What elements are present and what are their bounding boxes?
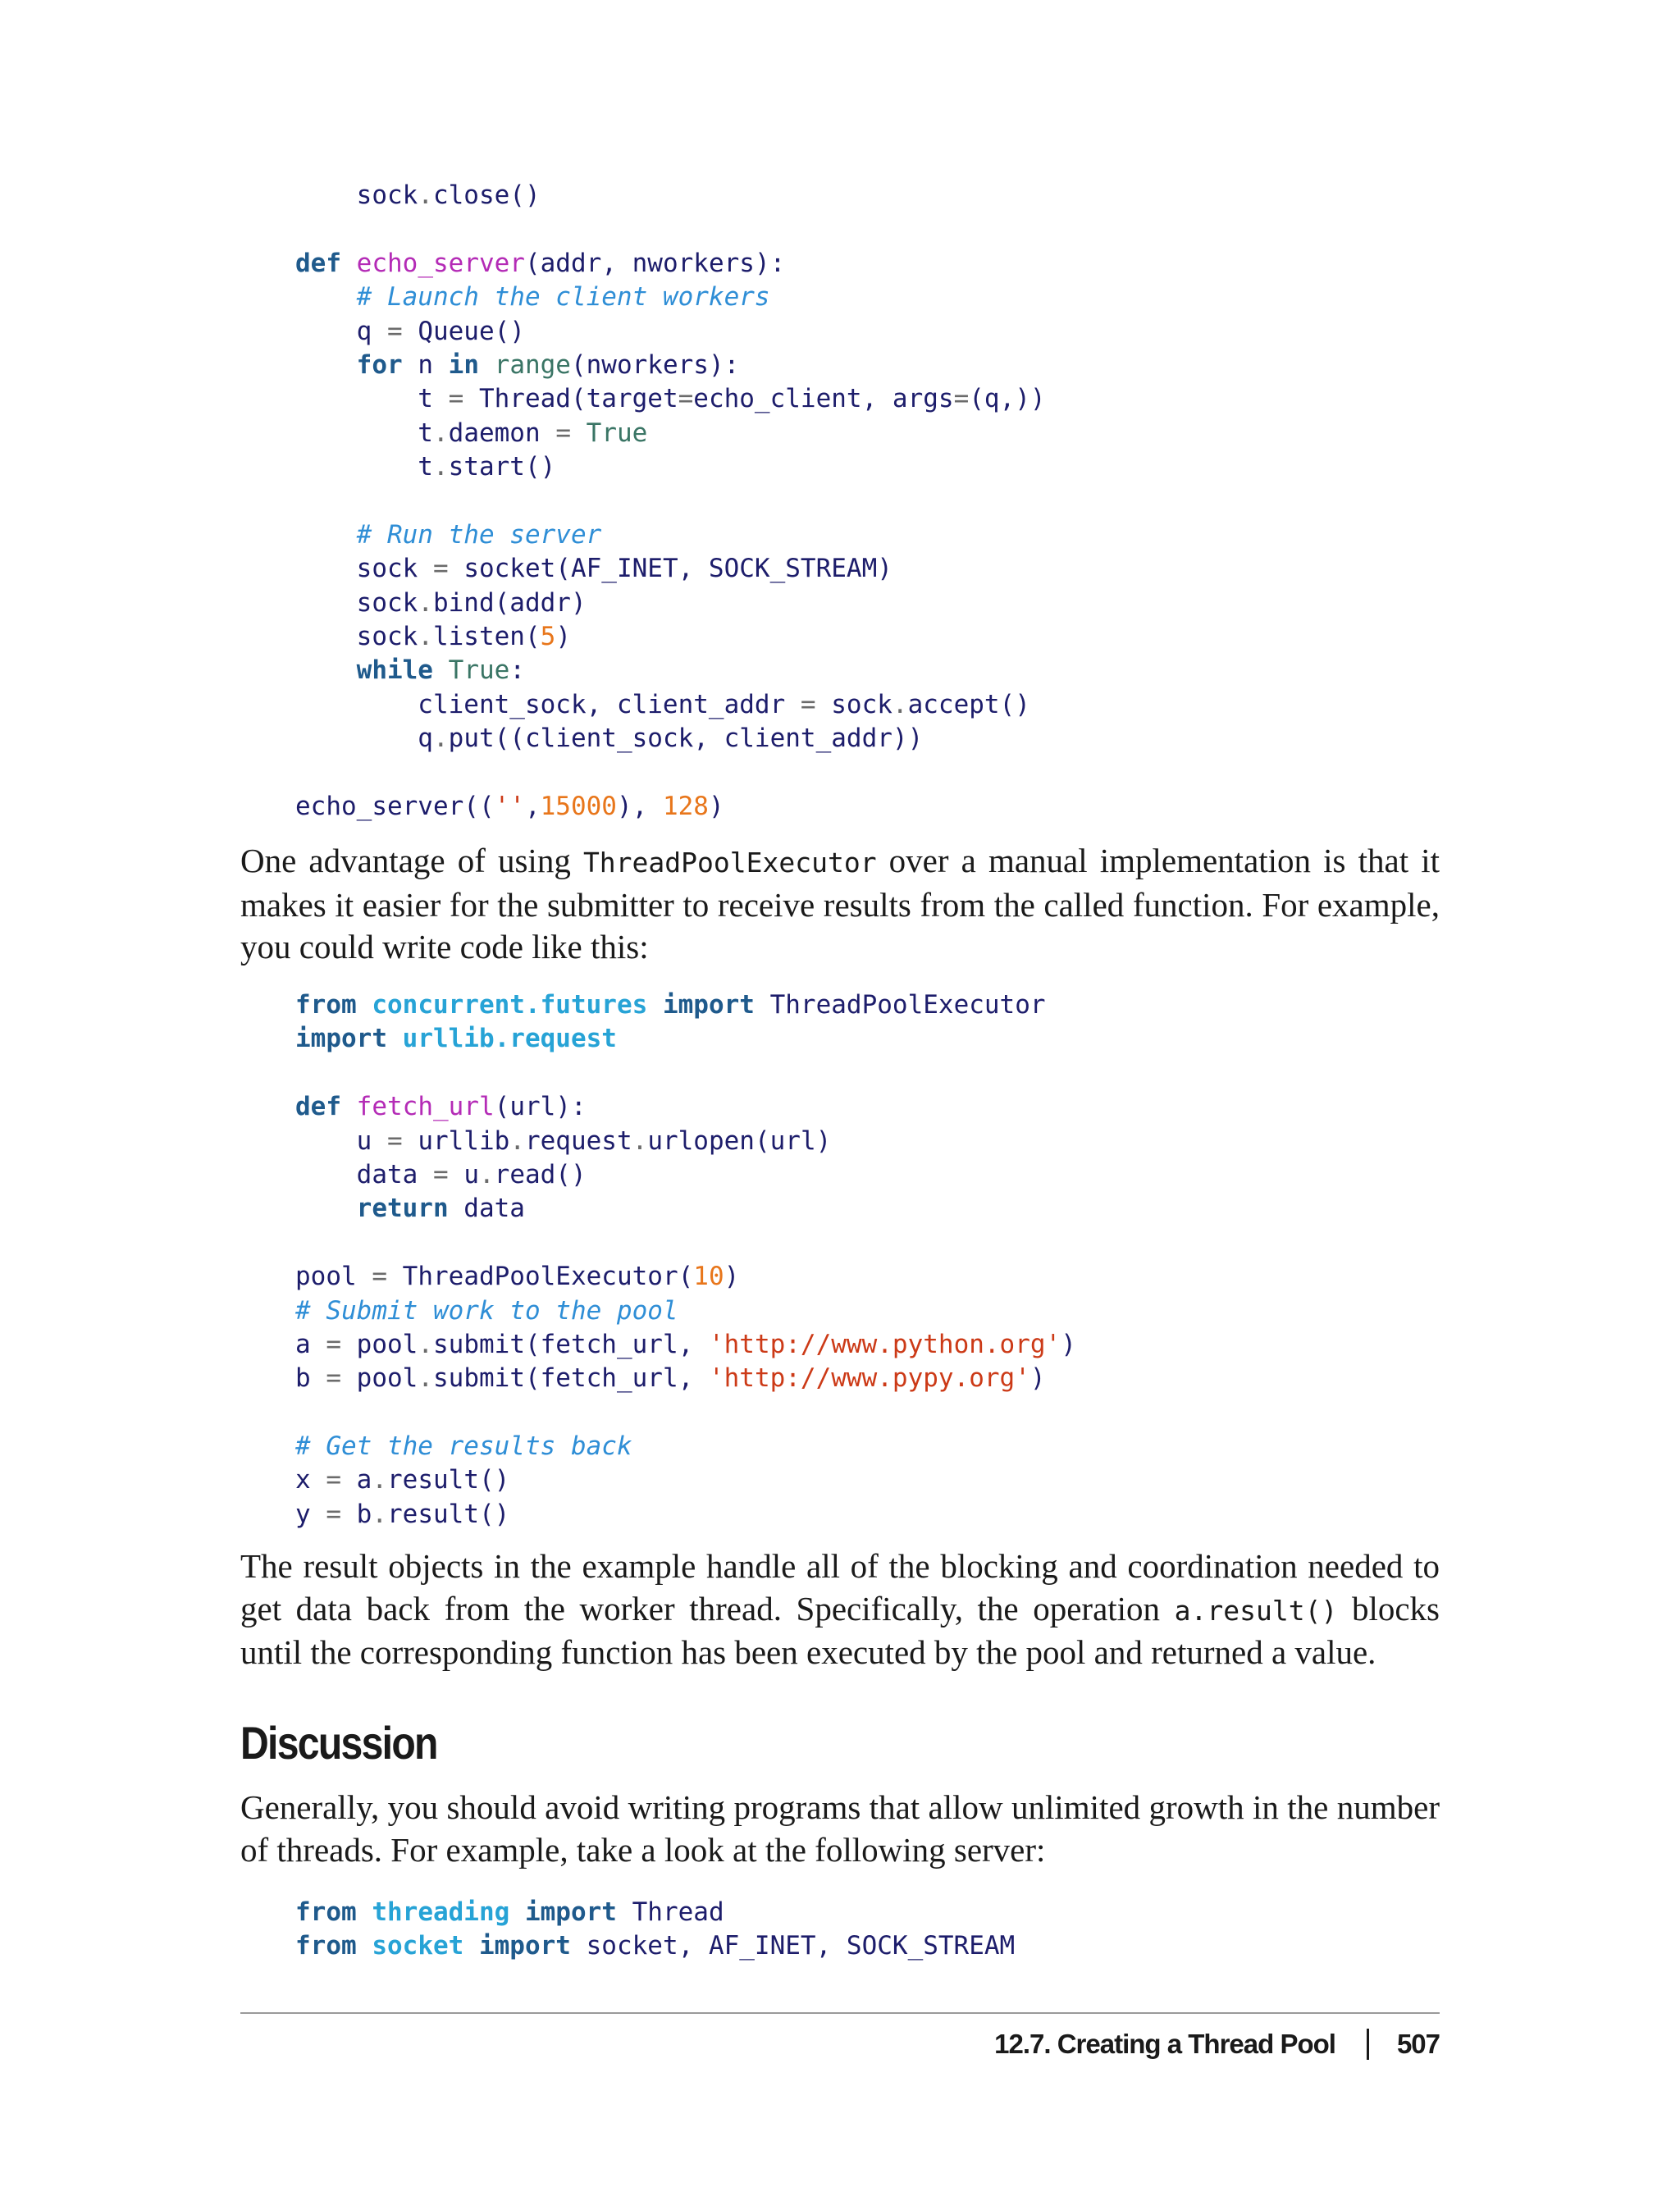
code-token: True: [586, 418, 648, 448]
code-token: # Get the results back: [295, 1431, 632, 1462]
code-token: pool: [295, 1262, 372, 1292]
code-token: [509, 1897, 525, 1927]
code-token: .: [892, 689, 908, 719]
paragraph-threadpoolexecutor-advantage: One advantage of using ThreadPoolExecutor over a manual implementation is that it makes it easier for the submitter to receive results from the called function. For example, you could write code like this:: [240, 842, 1440, 966]
code-line: [295, 1896, 1015, 1929]
code-token: for: [356, 349, 403, 380]
code-token: while: [356, 655, 433, 686]
code-token: 'http://www.python.org': [708, 1329, 1061, 1359]
code-token: =: [432, 554, 449, 584]
code-token: =: [432, 1159, 449, 1189]
code-line: [295, 450, 1046, 484]
code-token: listen(: [432, 622, 541, 652]
code-line: [295, 756, 1046, 790]
code-token: ): [708, 792, 724, 822]
code-token: sock: [815, 689, 892, 719]
code-token: echo_server: [356, 248, 525, 278]
code-line: [295, 518, 1046, 552]
code-token: sock: [295, 554, 433, 584]
code-token: # Submit work to the pool: [295, 1295, 678, 1326]
footer-divider: [240, 2012, 1440, 2014]
code-token: # Launch the client workers: [356, 282, 770, 313]
code-token: .: [372, 1465, 387, 1495]
code-line: [295, 247, 1046, 281]
code-line: [295, 349, 1046, 382]
code-token: Thread(target: [463, 384, 678, 414]
code-line: [295, 1158, 1076, 1192]
code-token: put((client_sock, client_addr)): [448, 724, 924, 754]
code-token: =: [555, 418, 571, 448]
code-token: sock: [295, 180, 418, 210]
code-token: [463, 1931, 479, 1961]
code-line: [295, 1498, 1076, 1532]
code-token: urlopen(url): [647, 1125, 832, 1156]
code-token: pool: [341, 1363, 418, 1394]
code-token: [295, 350, 357, 380]
code-token: 128: [662, 792, 709, 822]
code-token: in: [448, 349, 479, 380]
code-line: [295, 688, 1046, 722]
code-token: =: [326, 1329, 341, 1359]
code-token: t: [295, 452, 433, 482]
inline-code-a-result: a.result(): [1174, 1594, 1338, 1627]
code-token: (q,)): [969, 384, 1046, 414]
code-token: .: [418, 180, 433, 210]
code-token: data: [448, 1194, 525, 1224]
code-token: result(): [387, 1499, 510, 1529]
code-token: .: [418, 622, 433, 652]
code-token: =: [326, 1363, 341, 1394]
code-token: data: [295, 1159, 433, 1189]
code-token: =: [386, 1125, 403, 1156]
footer-section-title: 12.7. Creating a Thread Pool: [994, 2029, 1335, 2059]
code-token: # Run the server: [356, 519, 602, 550]
code-token: request: [524, 1125, 632, 1156]
page-number: 507: [1396, 2029, 1440, 2059]
code-token: ),: [616, 792, 663, 822]
code-block-fetch-url: [295, 988, 1076, 1532]
code-line: [295, 587, 1046, 620]
code-token: u: [295, 1125, 387, 1156]
code-token: n: [402, 349, 449, 380]
code-token: =: [448, 384, 464, 414]
code-line: [295, 485, 1046, 518]
code-token: .: [432, 418, 449, 448]
code-line: [295, 1396, 1076, 1430]
code-token: =: [326, 1499, 341, 1529]
code-token: ,: [524, 792, 541, 822]
code-token: .: [432, 452, 449, 482]
code-token: ): [1029, 1363, 1046, 1394]
code-line: [295, 1362, 1076, 1395]
code-line: [295, 212, 1046, 246]
code-token: a: [295, 1329, 326, 1359]
code-token: daemon: [448, 418, 556, 448]
code-token: import: [295, 1024, 387, 1054]
code-token: 15000: [540, 792, 617, 822]
code-line: [295, 315, 1046, 349]
code-token: import: [524, 1897, 617, 1927]
code-block-echo-server: [295, 179, 1046, 824]
code-token: .: [418, 1363, 433, 1394]
code-token: '': [494, 792, 525, 822]
code-token: ThreadPoolExecutor(: [387, 1262, 694, 1292]
paragraph-unlimited-threads: Generally, you should avoid writing programs that allow unlimited growth in the number of threads. For example, take a look at the following server:: [240, 1788, 1440, 1869]
code-token: [357, 1931, 372, 1961]
code-line: [295, 1226, 1076, 1260]
code-token: urllib.request: [402, 1024, 617, 1054]
code-token: .: [418, 587, 433, 618]
code-token: def: [295, 1092, 341, 1122]
code-token: :: [509, 655, 525, 686]
code-line: [295, 620, 1046, 654]
code-token: True: [448, 655, 510, 686]
code-token: from: [295, 1897, 357, 1927]
code-token: =: [372, 1262, 387, 1292]
code-line: [295, 1294, 1076, 1328]
code-token: socket: [372, 1931, 464, 1961]
code-line: [295, 722, 1046, 756]
code-token: u: [448, 1159, 479, 1189]
code-token: [357, 1897, 372, 1927]
code-token: =: [953, 384, 970, 414]
code-token: ): [555, 622, 571, 652]
code-token: def: [295, 248, 341, 278]
code-token: (nworkers):: [570, 349, 740, 380]
code-line: [295, 1022, 1076, 1056]
code-token: echo_client, args: [693, 384, 954, 414]
code-token: range: [494, 349, 571, 380]
code-token: =: [386, 316, 403, 346]
paragraph-result-objects: The result objects in the example handle all of the blocking and coordination needed to get data back from the worker thread. Specifically, the operation a.result() blocks until the corresponding function has been executed by the pool and returned a value.: [240, 1547, 1440, 1671]
code-token: [295, 520, 357, 550]
code-token: submit(fetch_url,: [433, 1329, 709, 1359]
code-token: Queue(): [402, 316, 525, 346]
code-token: t: [295, 384, 449, 414]
code-block-server-imports: [295, 1896, 1015, 1964]
code-token: concurrent.futures: [372, 990, 648, 1020]
code-token: t: [295, 418, 433, 448]
code-token: y: [295, 1499, 326, 1529]
code-token: [295, 655, 357, 685]
code-token: ThreadPoolExecutor: [754, 990, 1046, 1020]
code-token: [295, 1194, 357, 1223]
page-footer: [994, 2026, 1440, 2062]
code-token: 5: [540, 622, 556, 652]
code-token: import: [478, 1931, 571, 1961]
code-token: pool: [341, 1329, 418, 1359]
code-token: from: [295, 1931, 357, 1961]
code-token: from: [295, 990, 357, 1020]
code-token: threading: [372, 1897, 510, 1927]
footer-separator: [1367, 2029, 1369, 2060]
code-token: sock: [295, 587, 418, 618]
code-line: [295, 1125, 1076, 1158]
code-token: urllib: [402, 1125, 510, 1156]
code-token: x: [295, 1465, 326, 1495]
code-token: q: [295, 316, 387, 346]
inline-code-threadpoolexecutor: ThreadPoolExecutor: [582, 847, 877, 879]
code-line: [295, 1090, 1076, 1124]
code-token: socket, AF_INET, SOCK_STREAM: [570, 1931, 1016, 1961]
code-token: read(): [494, 1159, 587, 1189]
code-token: b: [341, 1499, 372, 1529]
code-token: result(): [387, 1465, 510, 1495]
code-token: submit(fetch_url,: [433, 1363, 709, 1394]
code-token: [479, 350, 495, 380]
code-line: [295, 1463, 1076, 1497]
code-line: [295, 1057, 1076, 1090]
code-token: client_sock, client_addr: [295, 689, 801, 719]
code-token: =: [800, 689, 816, 719]
code-line: [295, 179, 1046, 212]
code-token: socket(AF_INET, SOCK_STREAM): [448, 554, 892, 584]
code-token: =: [326, 1465, 341, 1495]
section-heading-discussion: Discussion: [240, 1717, 437, 1769]
code-line: [295, 654, 1046, 687]
code-token: ): [1061, 1329, 1076, 1359]
code-token: [341, 249, 357, 278]
code-token: a: [341, 1465, 372, 1495]
code-token: return: [356, 1194, 449, 1224]
code-line: [295, 1328, 1076, 1362]
code-token: [647, 990, 663, 1020]
code-token: sock: [295, 622, 418, 652]
code-token: close(): [432, 180, 541, 210]
code-token: .: [432, 724, 449, 754]
code-token: bind(addr): [432, 587, 587, 618]
code-token: [341, 1092, 357, 1121]
code-token: start(): [448, 452, 556, 482]
code-line: [295, 1192, 1076, 1226]
code-line: [295, 552, 1046, 586]
code-token: 10: [693, 1262, 724, 1292]
code-token: .: [418, 1329, 433, 1359]
code-token: import: [662, 990, 755, 1020]
code-token: [433, 655, 449, 685]
code-token: (url):: [494, 1092, 587, 1122]
code-line: [295, 1929, 1015, 1963]
code-token: .: [632, 1125, 648, 1156]
code-token: [571, 418, 587, 448]
code-line: [295, 417, 1046, 450]
code-line: [295, 988, 1076, 1022]
code-token: ): [724, 1262, 740, 1292]
code-token: .: [372, 1499, 387, 1529]
code-token: [357, 990, 372, 1020]
code-token: 'http://www.pypy.org': [708, 1363, 1030, 1394]
code-line: [295, 281, 1046, 314]
code-line: [295, 1430, 1076, 1463]
code-token: q: [295, 724, 433, 754]
code-token: echo_server((: [295, 792, 495, 822]
code-token: Thread: [616, 1897, 724, 1927]
code-token: [295, 282, 357, 312]
code-token: (addr, nworkers):: [524, 248, 786, 278]
code-token: .: [509, 1125, 525, 1156]
code-token: [387, 1024, 403, 1053]
code-token: b: [295, 1363, 326, 1394]
code-line: [295, 790, 1046, 824]
code-token: fetch_url: [356, 1092, 495, 1122]
code-token: accept(): [907, 689, 1030, 719]
code-token: =: [678, 384, 694, 414]
code-token: .: [478, 1159, 495, 1189]
code-line: [295, 1260, 1076, 1294]
code-line: [295, 382, 1046, 416]
